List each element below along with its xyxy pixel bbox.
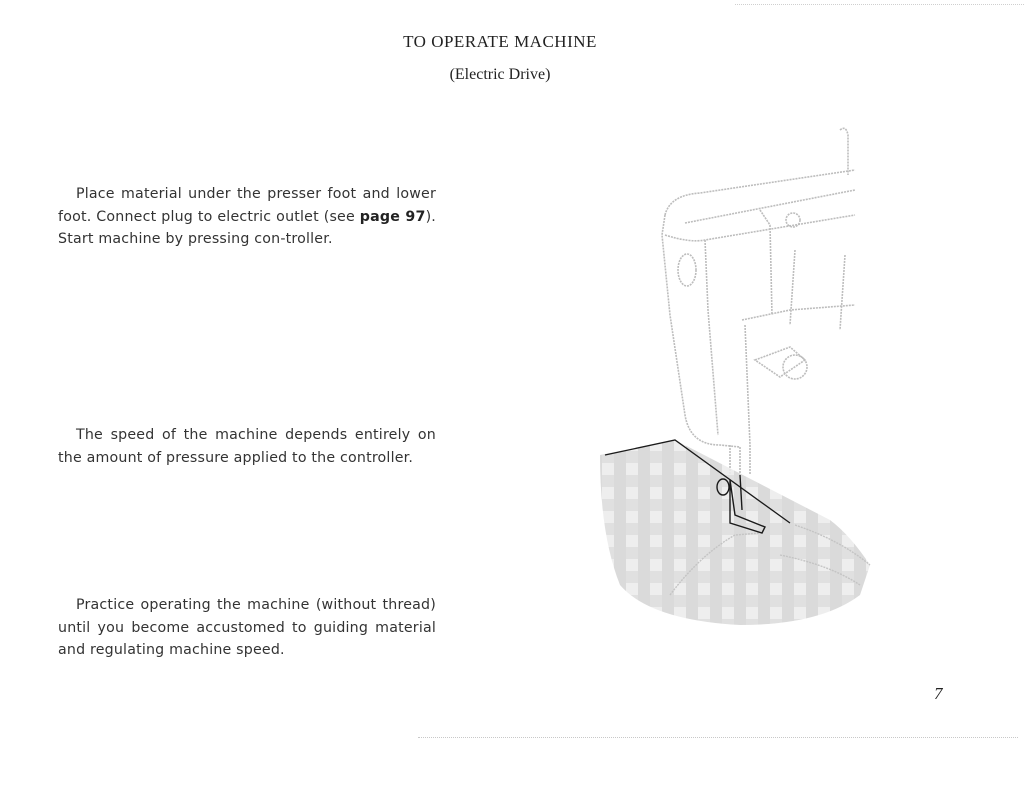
page-number: 7 — [934, 684, 943, 703]
fabric — [600, 440, 870, 625]
paragraph-text: Practice operating the machine (without thread) until you become accustomed to guiding material and regulating machine speed. — [58, 597, 436, 658]
page-reference: page 97 — [359, 208, 426, 225]
paragraph-text: ). Start machine by pressing con-troller. — [58, 208, 437, 247]
machine-head-outline — [662, 128, 855, 477]
paragraph-text: The speed of the machine depends entirely on the amount of pressure applied to the controller. — [58, 427, 436, 466]
scan-edge-rule-bottom — [418, 737, 1018, 739]
page-title: TO OPERATE MACHINE — [403, 32, 597, 51]
sewing-machine-illustration — [590, 115, 890, 635]
page-subtitle: (Electric Drive) — [449, 66, 551, 83]
paragraph-place-material — [58, 183, 436, 251]
paragraph-practice — [58, 594, 436, 662]
scan-edge-rule-top — [735, 4, 1024, 6]
paragraph-text: Place material under the presser foot and lower foot. Connect plug to electric outlet (see — [58, 186, 436, 225]
paragraph-speed — [58, 424, 436, 469]
